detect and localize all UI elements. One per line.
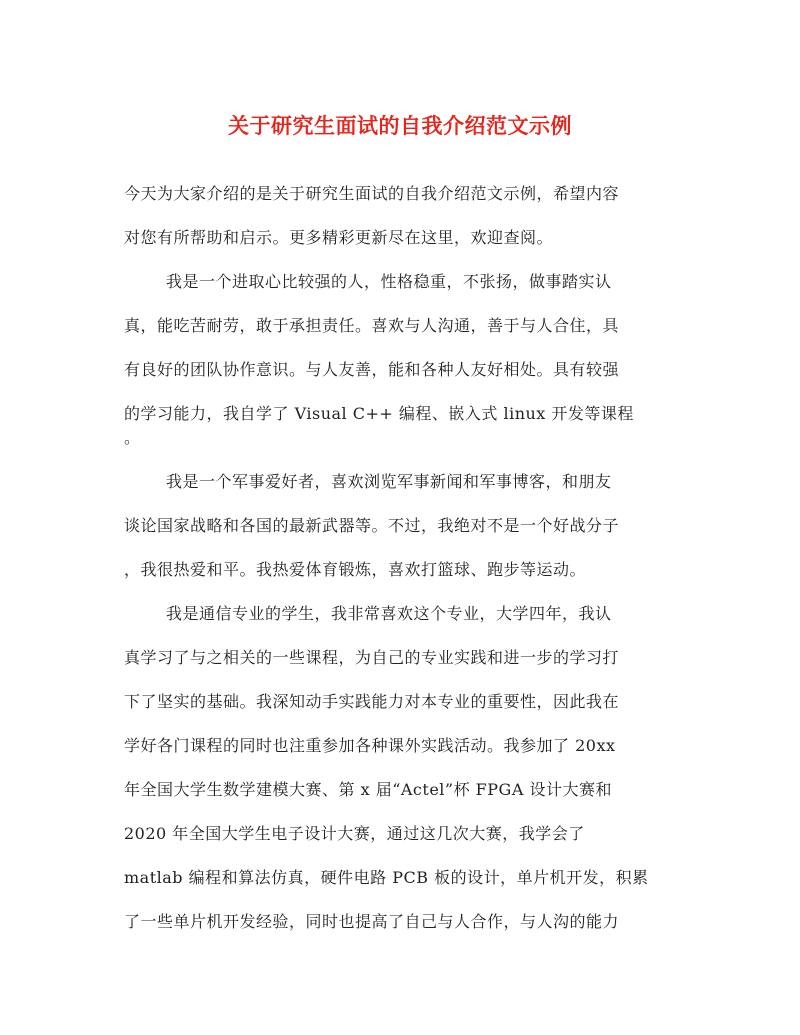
paragraph-line: 年全国大学生数学建模大赛、第 x 届“Actel”杯 FPGA 设计大赛和 [124, 780, 612, 799]
paragraph-line: 。 [124, 428, 141, 447]
paragraph-line: 真，能吃苦耐劳，敢于承担责任。喜欢与人沟通，善于与人合住，具 [124, 316, 620, 335]
paragraph-line: 我是通信专业的学生，我非常喜欢这个专业，大学四年，我认 [166, 604, 612, 623]
paragraph-line: 的学习能力，我自学了 Visual C++ 编程、嵌入式 linux 开发等课程 [124, 404, 634, 423]
paragraph-line: 有良好的团队协作意识。与人友善，能和各种人友好相处。具有较强 [124, 360, 620, 379]
paragraph-line: ，我很热爱和平。我热爱体育锻炼，喜欢打篮球、跑步等运动。 [124, 560, 587, 579]
paragraph-line: 下了坚实的基础。我深知动手实践能力对本专业的重要性，因此我在 [124, 692, 620, 711]
paragraph-line: 真学习了与之相关的一些课程，为自己的专业实践和进一步的学习打 [124, 648, 620, 667]
paragraph-line: 对您有所帮助和启示。更多精彩更新尽在这里，欢迎查阅。 [124, 228, 554, 247]
paragraph-line: 了一些单片机开发经验，同时也提高了自己与人合作，与人沟的能力 [124, 912, 620, 931]
paragraph-line: 2020 年全国大学生电子设计大赛，通过这几次大赛，我学会了 [124, 824, 585, 843]
paragraph-line: 我是一个军事爱好者，喜欢浏览军事新闻和军事博客，和朋友 [166, 472, 612, 491]
paragraph-line: 今天为大家介绍的是关于研究生面试的自我介绍范文示例，希望内容 [124, 184, 620, 203]
document-title: 关于研究生面试的自我介绍范文示例 [228, 113, 572, 138]
paragraph-line: 谈论国家战略和各国的最新武器等。不过，我绝对不是一个好战分子 [124, 516, 620, 535]
paragraph-line: 我是一个进取心比较强的人，性格稳重，不张扬，做事踏实认 [166, 272, 612, 291]
paragraph-line: matlab 编程和算法仿真，硬件电路 PCB 板的设计，单片机开发，积累 [124, 868, 649, 887]
paragraph-line: 学好各门课程的同时也注重参加各种课外实践活动。我参加了 20xx [124, 736, 616, 755]
